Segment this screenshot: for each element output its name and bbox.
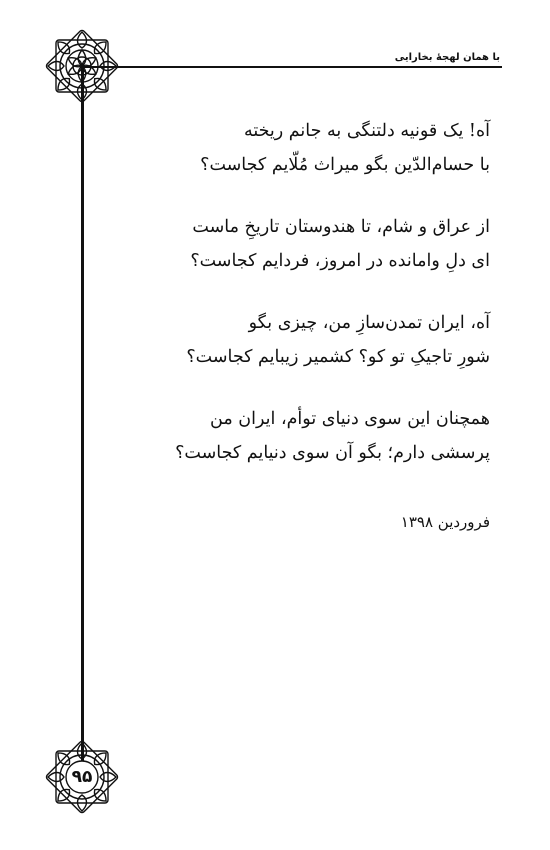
stanza (90, 402, 490, 470)
stanza (90, 114, 490, 182)
arabesque-rosette-icon (42, 26, 122, 106)
poem-date: فروردین ۱۳۹۸ (400, 513, 490, 531)
poem-body (90, 114, 490, 498)
stanza (90, 210, 490, 278)
vertical-margin-rule (81, 64, 84, 766)
verse-line: با حسام‌الدّین بگو میراث مُلّایم کجاست؟ (200, 155, 490, 175)
verse-line: شورِ تاجیکِ تو کو؟ کشمیر زیبایم کجاست؟ (186, 347, 490, 367)
verse-line: پرسشی دارم؛ بگو آن سوی دنیایم کجاست؟ (175, 443, 490, 463)
page-number: ۹۵ (71, 767, 93, 787)
header-rule (81, 66, 502, 68)
verse-line: آه، ایران تمدن‌سازِ من، چیزی بگو (248, 313, 490, 333)
verse-line: همچنان این سوی دنیای توأم، ایران من (210, 409, 490, 429)
verse-line: ای دلِ وامانده در امروز، فردایم کجاست؟ (190, 251, 490, 271)
running-header-title: با همان لهجهٔ بخارایی (394, 52, 500, 63)
verse-line: آه! یک قونیه دلتنگی به جانم ریخته (243, 121, 490, 141)
verse-line: از عراق و شام، تا هندوستان تاریخِ ماست (192, 217, 490, 237)
stanza (90, 306, 490, 374)
